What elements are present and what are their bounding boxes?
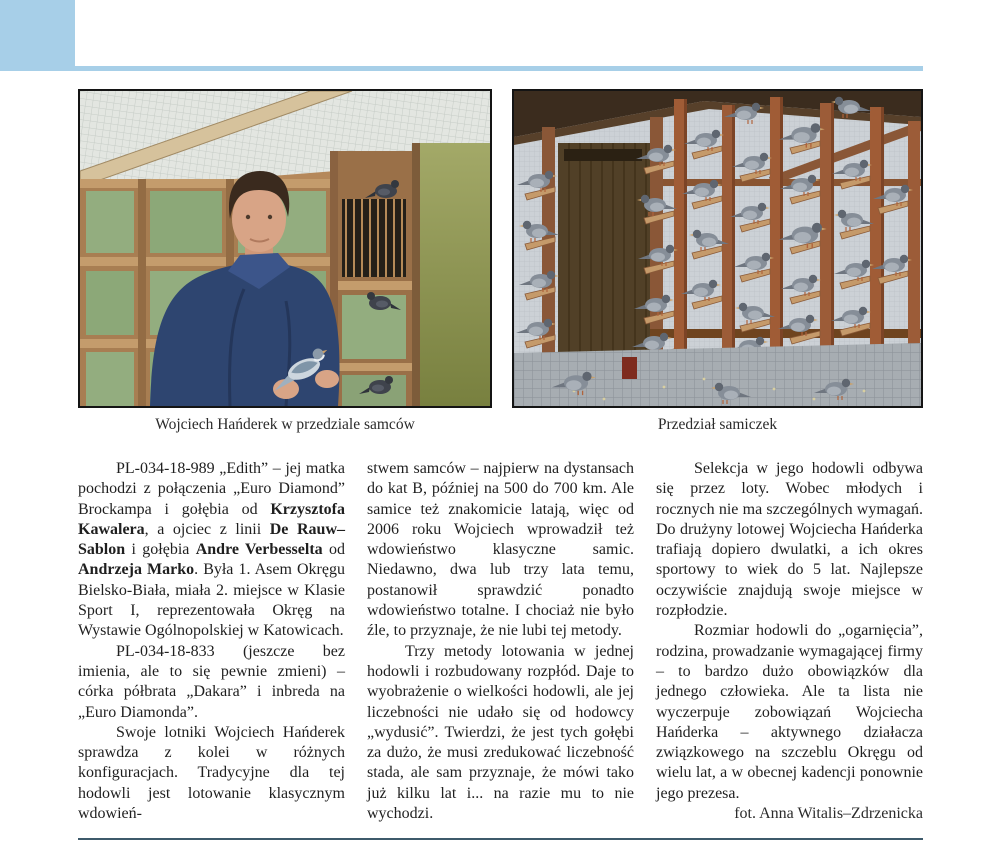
photo-credit: fot. Anna Witalis–Zdrzenicka (734, 805, 923, 823)
article-paragraph: stwem samców – najpierw na dystansach do kat B, później na 500 do 700 km. Ale samice też znakomicie latają, więc od 2006 roku Wojciech wprowadził też wdowieństwo klasyczne samic. Niedawno, dwa lub trzy lata temu, postanowił sprawdzić ponadto wdowieństwo totalne. I chociaż nie było źle, to przyznaje, że nie lubi tej metody. (367, 460, 634, 640)
article-paragraph: PL-034-18-989 „Edith” – jej matka pochodzi z połączenia „Euro Diamond” Brockampa i gołębia od Krzysztofa Kawalera, a ojciec z linii De Rauw–Sablon i gołębia Andre Verbesselta od Andrzeja Marko. Była 1. Asem Okręgu Bielsko-Biała, miała 2. miejsce w Klasie Sport I, reprezentowała Okręg na Wystawie Ogólnopolskiej w Katowicach. (78, 460, 345, 640)
bottom-rule (78, 838, 923, 840)
photo-figure-males-section (78, 89, 492, 434)
text-column (656, 459, 923, 824)
article-columns (78, 459, 923, 824)
top-rule (0, 66, 923, 71)
corner-decor-block (0, 0, 75, 66)
photo-females-section (512, 89, 923, 408)
photo-figure-females-section (512, 89, 923, 434)
article-paragraph: Selekcja w jego hodowli odbywa się przez loty. Wobec młodych i rocznych nie ma szczególnych wymagań. Do drużyny lotowej Wojciecha Hańderka trafiają dopiero dwulatki, a ich okres sportowy to wiek do 5 lat. Najlepsze oczywiście znajdują swoje miejsce w rozpłodzie. (656, 460, 923, 620)
article-paragraph: PL-034-18-833 (jeszcze bez imienia, ale to się pewnie zmieni) – córka półbrata „Dakara” i inbreda na „Euro Diamonda”. (78, 642, 345, 721)
loft-with-breeder-illustration (80, 91, 490, 406)
text-column (367, 459, 634, 824)
article-paragraph: Trzy metody lotowania w jednej hodowli i rozbudowany rozpłód. Daje to wyobrażenie o wielkości hodowli, ale jej liczebności nie udało się od hodowcy „wydusić”. Twierdzi, że jest tych gołębi za dużo, że musi zredukować liczebność stada, ale sam przyznaje, że mówi tako już kilku lat i... na razie mu to nie wychodzi. (367, 642, 634, 823)
article-paragraph: Rozmiar hodowli do „ogarnięcia”, rodzina, prowadzanie wymagającej firmy – to bardzo dużo obowiązków dla jednego człowieka. Ale ta lista nie wyczerpuje zobowiązań Wojciecha Hańderka – aktywnego działacza związkowego na szczeblu Okręgu od wielu lat, a w obecnej kadencji ponownie jego prezesa. (656, 622, 923, 802)
photo-caption-females: Przedział samiczek (657, 416, 778, 433)
text-column (78, 459, 345, 824)
photo-caption-males: Wojciech Hańderek w przedziale samców (155, 416, 415, 433)
article-paragraph: Swoje lotniki Wojciech Hańderek sprawdza z kolei w różnych konfiguracjach. Tradycyjne dla tej hodowli jest lotowanie klasycznym wdowień- (78, 723, 345, 823)
aviary-with-pigeons-illustration (514, 91, 921, 406)
photo-males-section (78, 89, 492, 408)
